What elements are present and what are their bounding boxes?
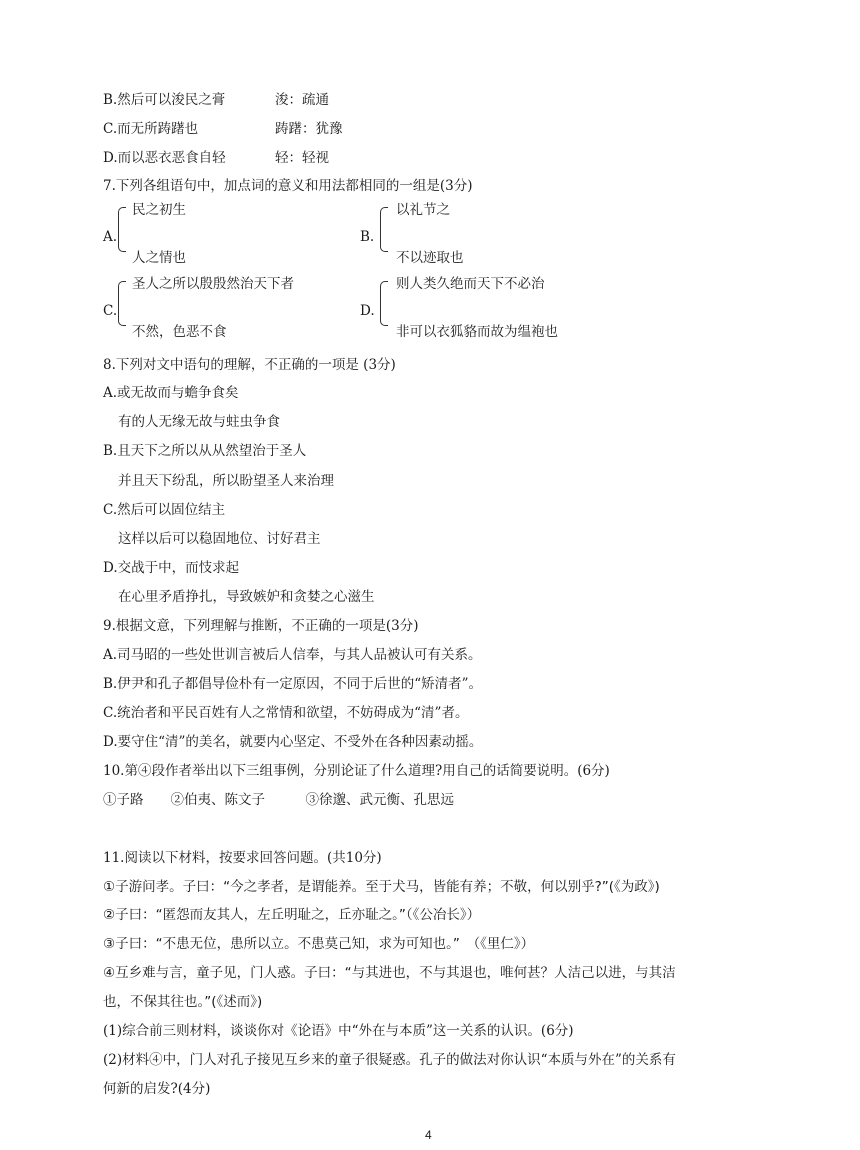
q6-option-b: B.然后可以浚民之膏 <box>103 92 226 108</box>
brace-icon <box>380 207 388 251</box>
q8-option-d: D.交战于中，而忮求起 <box>103 560 240 576</box>
q8-stem: 8.下列对文中语句的理解，不正确的一项是 (3分) <box>103 357 396 373</box>
q6-option-c: C.而无所踌躇也 <box>103 121 199 137</box>
page-number: 4 <box>425 1128 432 1142</box>
q9-option-b: B.伊尹和孔子都倡导俭朴有一定原因，不同于后世的“矫清者”。 <box>103 676 483 692</box>
q8-option-a: A.或无故而与蟾争食矣 <box>103 385 239 401</box>
q10-stem: 10.第④段作者举出以下三组事例，分别论证了什么道理?用自己的话简要说明。(6分) <box>103 763 610 779</box>
brace-icon <box>118 207 126 251</box>
q11-material-3: ③子曰：“不患无位，患所以立。不患莫己知，求为可知也。” （《里仁》） <box>103 936 535 952</box>
q8-option-c-meaning: 这样以后可以稳固地位、讨好君主 <box>118 531 321 547</box>
q7-option-b-first: 以礼节之 <box>396 202 450 218</box>
q7-option-c-letter: C. <box>103 303 118 319</box>
q11-material-1: ①子游问孝。子曰：“今之孝者，是谓能养。至于犬马，皆能有养；不敬，何以别乎?”(《为政》) <box>103 879 660 895</box>
q8-option-b-meaning: 并且天下纷乱，所以盼望圣人来治理 <box>118 473 334 489</box>
q9-option-c: C.统治者和平民百姓有人之常情和欲望，不妨碍成为“清”者。 <box>103 705 469 721</box>
q7-option-a-letter: A. <box>103 229 118 245</box>
q7-option-a-first: 民之初生 <box>132 202 186 218</box>
q6-option-d-gloss: 轻：轻视 <box>275 150 329 166</box>
q7-option-c-first: 圣人之所以殷殷然治天下者 <box>132 276 294 292</box>
q7-option-d-first: 则人类久绝而天下不必治 <box>396 276 545 292</box>
brace-icon <box>118 281 126 325</box>
q9-option-a: A.司马昭的一些处世训言被后人信奉，与其人品被认可有关系。 <box>103 647 482 663</box>
q11-stem: 11.阅读以下材料，按要求回答问题。(共10分) <box>103 850 382 866</box>
q7-option-d-letter: D. <box>360 303 375 319</box>
q10-items: ①子路 ②伯夷、陈文子 ③徐邈、武元衡、孔思远 <box>103 792 454 808</box>
q7-stem: 7.下列各组语句中，加点词的意义和用法都相同的一组是(3分) <box>103 178 473 194</box>
q11-material-4-line-1: ④互乡难与言，童子见，门人惑。子曰：“与其进也，不与其退也，唯何甚？人洁己以进，与其洁 <box>103 965 676 981</box>
q11-subquestion-2-line-2: 何新的启发?(4分) <box>103 1081 211 1097</box>
q7-option-a-second: 人之情也 <box>132 250 186 266</box>
q7-option-b-second: 不以迹取也 <box>396 250 464 266</box>
q9-stem: 9.根据文意，下列理解与推断，不正确的一项是(3分) <box>103 618 419 634</box>
q11-material-4-line-2: 也，不保其往也。”(《述而》) <box>103 994 263 1010</box>
q6-option-d: D.而以恶衣恶食自轻 <box>103 150 226 166</box>
q11-subquestion-2-line-1: (2)材料④中，门人对孔子接见互乡来的童子很疑惑。孔子的做法对你认识“本质与外在”的关系有 <box>103 1052 676 1068</box>
brace-icon <box>380 281 388 325</box>
q8-option-b: B.且天下之所以从从然望治于圣人 <box>103 443 307 459</box>
q7-option-c-second: 不然，色恶不食 <box>132 324 227 340</box>
q8-option-d-meaning: 在心里矛盾挣扎，导致嫉妒和贪婪之心滋生 <box>118 589 375 605</box>
q8-option-a-meaning: 有的人无缘无故与蛀虫争食 <box>118 414 280 430</box>
q6-option-c-gloss: 踌躇：犹豫 <box>275 121 343 137</box>
q6-option-b-gloss: 浚：疏通 <box>275 92 329 108</box>
q9-option-d: D.要守住“清”的美名，就要内心坚定、不受外在各种因素动摇。 <box>103 734 483 750</box>
q11-subquestion-1: (1)综合前三则材料，谈谈你对《论语》中“外在与本质”这一关系的认识。(6分) <box>103 1023 574 1039</box>
q7-option-d-second: 非可以衣狐貉而故为缊袍也 <box>396 324 558 340</box>
q7-option-b-letter: B. <box>360 229 375 245</box>
q8-option-c: C.然后可以固位结主 <box>103 502 226 518</box>
q11-material-2: ②子曰：“匿怨而友其人，左丘明耻之，丘亦耻之。”（《公冶长》） <box>103 907 481 923</box>
